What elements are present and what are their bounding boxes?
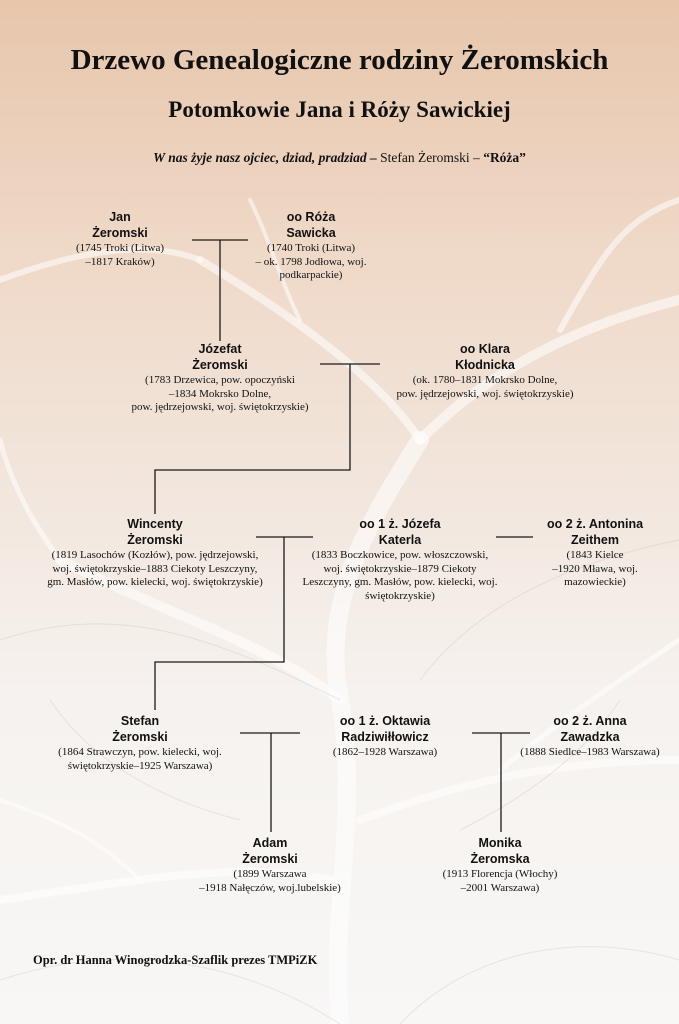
person-name-line: Adam (252, 836, 288, 850)
person-surname-line: Żeromski (92, 226, 148, 240)
person-name-line: Jan (109, 210, 131, 224)
person-name-line: Józefat (198, 342, 242, 356)
person-dates (300, 746, 470, 760)
person-surname-line: Żeromski (192, 358, 248, 372)
person-dates-line: (1864 Strawczyn, pow. kielecki, woj. (58, 746, 222, 758)
person-dates-line: –1918 Nałęczów, woj.lubelskie) (199, 881, 341, 894)
person-name-line: oo 2 ż. Antonina (546, 517, 644, 531)
person-dates-line: woj. świętokrzyskie–1879 Ciekoty (323, 562, 477, 575)
person-dates (100, 374, 340, 415)
person-surname-line: Żeromski (242, 852, 298, 866)
person-dates-line: –1834 Mokrsko Dolne, (168, 387, 272, 400)
person-dates-line: (1899 Warszawa (233, 868, 307, 880)
footer-credit: Opr. dr Hanna Winogrodzka-Szaflik prezes TMPiZK (33, 953, 318, 967)
person-dates-line: –1920 Mława, woj. (552, 562, 638, 575)
person-surname-line: Zeithem (571, 533, 619, 547)
person-dates-line: świętokrzyskie–1925 Warszawa) (67, 759, 213, 772)
motto-work: “Róża” (483, 150, 526, 165)
person-name-line: Stefan (120, 714, 160, 728)
person-dates-line: woj. świętokrzyskie–1883 Ciekoty Leszczyny, (52, 562, 258, 575)
person-dates (30, 746, 250, 773)
motto-attribution: Stefan Żeromski – (376, 150, 484, 165)
person-dates-line: pow. jędrzejowski, woj. świętokrzyskie) (396, 387, 574, 400)
person-name-line: oo 1 ż. Józefa (359, 517, 441, 531)
person-dates (226, 242, 396, 283)
person-surname-line: Kłodnicka (455, 358, 515, 372)
person-dates-line: (1833 Boczkowice, pow. włoszczowski, (311, 549, 489, 561)
person-dates-line: świętokrzyskie) (365, 589, 435, 602)
person-wincenty-zeromski (30, 516, 280, 590)
person-dates-line: Leszczyny, gm. Masłów, pow. kielecki, woj. (302, 576, 498, 588)
person-name-line: oo Klara (459, 342, 510, 356)
person-dates-line: (1888 Siedlce–1983 Warszawa) (520, 746, 660, 758)
person-dates-line: pow. jędrzejowski, woj. świętokrzyskie) (131, 401, 309, 413)
person-surname-line: Żeromski (127, 533, 183, 547)
person-dates (505, 746, 675, 760)
person-surname-line: Radziwiłłowicz (341, 730, 429, 744)
person-jozefat-zeromski (100, 341, 340, 415)
person-dates (290, 549, 510, 603)
page-title: Drzewo Genealogiczne rodziny Żeromskich (70, 44, 609, 76)
person-dates-line: mazowieckie) (564, 576, 626, 588)
motto-quote: W nas żyje nasz ojciec, dziad, pradziad – (153, 150, 377, 165)
person-dates-line: (1740 Troki (Litwa) (267, 242, 355, 254)
person-surname-line: Sawicka (286, 226, 336, 240)
person-monika-zeromska (420, 835, 580, 895)
person-jan-zeromski (40, 209, 200, 269)
person-name-line: Wincenty (127, 517, 183, 531)
person-stefan-zeromski (30, 713, 250, 773)
person-dates-line: –1817 Kraków) (85, 255, 155, 268)
person-dates-line: –2001 Warszawa) (460, 881, 540, 894)
person-dates (420, 868, 580, 895)
person-adam-zeromski (180, 835, 360, 895)
person-dates (180, 868, 360, 895)
person-klara-klodnicka (365, 341, 605, 401)
person-antonina-zeithem (525, 516, 665, 590)
person-anna-zawadzka (505, 713, 675, 760)
person-dates-line: podkarpackie) (279, 269, 343, 281)
page-subtitle: Potomkowie Jana i Róży Sawickiej (168, 97, 511, 122)
person-dates (525, 549, 665, 590)
person-dates-line: (1819 Lasochów (Kozłów), pow. jędrzejowski, (51, 549, 259, 561)
person-dates (30, 549, 280, 590)
person-surname-line: Żeromski (112, 730, 168, 744)
person-name-line: Monika (478, 836, 522, 850)
person-surname-line: Zawadzka (560, 730, 620, 744)
person-dates (40, 242, 200, 269)
person-dates-line: gm. Masłów, pow. kielecki, woj. świętokrzyskie) (47, 576, 263, 588)
person-surname-line: Żeromska (470, 852, 530, 866)
person-dates-line: (1783 Drzewica, pow. opoczyński (145, 374, 295, 386)
person-jozefa-katerla (290, 516, 510, 603)
person-name-line: oo 2 ż. Anna (553, 714, 627, 728)
person-name-line: oo Róża (286, 210, 336, 224)
person-dates (365, 374, 605, 401)
person-surname-line: Katerla (378, 533, 422, 547)
person-dates-line: (1862–1928 Warszawa) (332, 746, 438, 758)
person-dates-line: (ok. 1780–1831 Mokrsko Dolne, (412, 374, 558, 386)
motto (0, 150, 679, 166)
person-dates-line: – ok. 1798 Jodłowa, woj. (255, 255, 367, 268)
person-roza-sawicka (226, 209, 396, 283)
person-dates-line: (1745 Troki (Litwa) (76, 242, 164, 254)
person-dates-line: (1913 Florencja (Włochy) (442, 868, 558, 880)
person-name-line: oo 1 ż. Oktawia (339, 714, 431, 728)
person-dates-line: (1843 Kielce (566, 549, 624, 561)
person-oktawia-radziwillowicz (300, 713, 470, 760)
